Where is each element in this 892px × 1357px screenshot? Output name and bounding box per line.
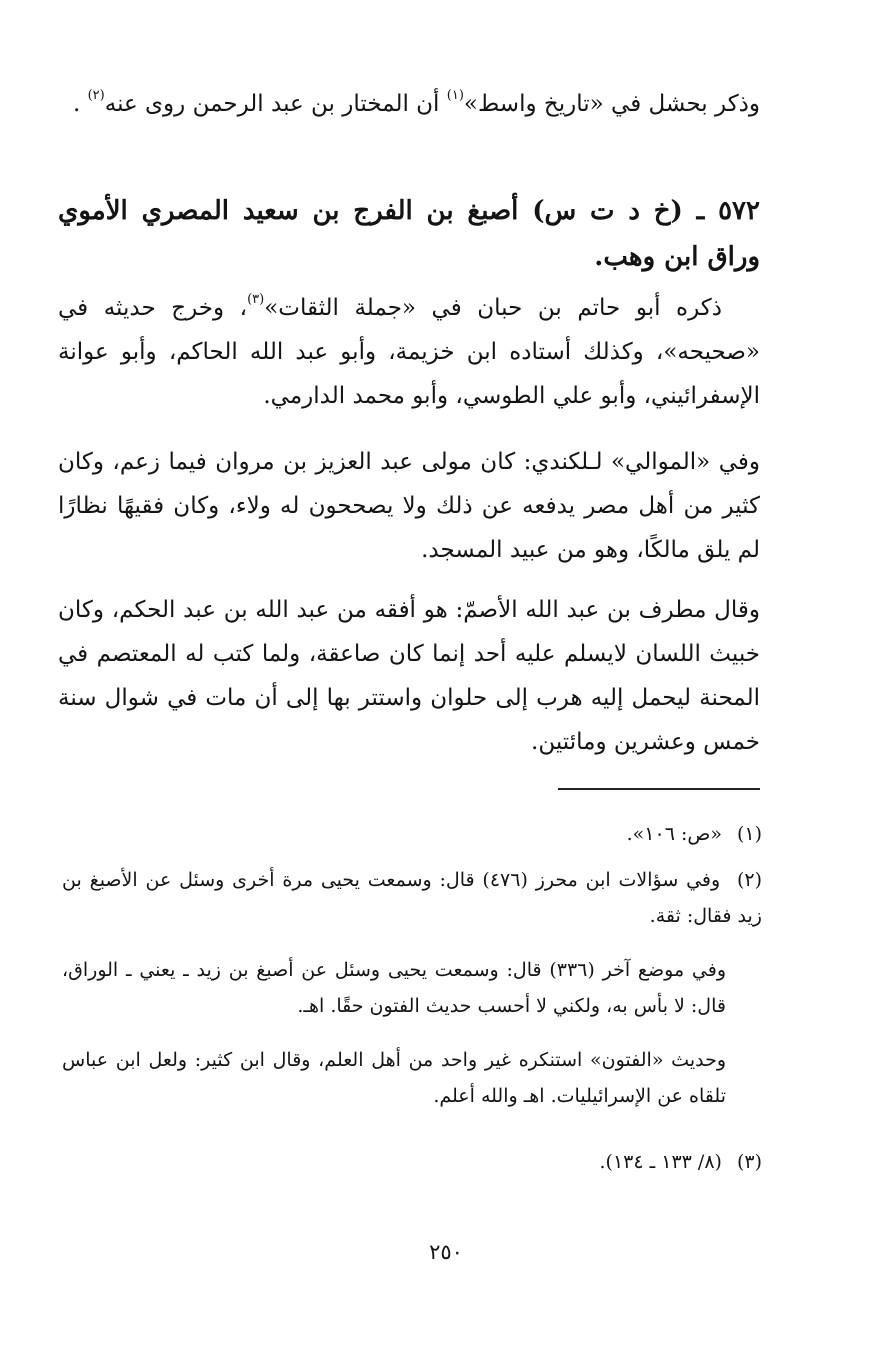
entry-paragraph-3: وقال مطرف بن عبد الله الأصمّ: هو أفقه من عبد الله بن عبد الحكم، وكان خبيث اللسان لايسلم عليه أحد إنما كان صاعقة، ولما كتب له المعتصم في المحنة ليحمل إليه هرب إلى حلوان واستتر بها إلى أن مات في شوال سنة خمس وعشرين ومائتين. bbox=[58, 597, 760, 755]
intro-text-b: أن المختار بن عبد الرحمن روى عنه bbox=[104, 91, 447, 117]
footnote-1-number: (١) bbox=[736, 823, 762, 845]
page-number: ٢٥٠ bbox=[429, 1240, 463, 1264]
footnote-3-number: (٣) bbox=[736, 1151, 762, 1173]
intro-text-a: وذكر بحشل في «تاريخ واسط» bbox=[463, 91, 760, 117]
footnote-ref-3[interactable]: (٣) bbox=[247, 292, 265, 307]
footnote-ref-2[interactable]: (٢) bbox=[87, 88, 105, 103]
footnote-3-text: (٨/ ١٣٣ ـ ١٣٤). bbox=[599, 1151, 722, 1173]
entry-paragraph-2: وفي «الموالي» لـلكندي: كان مولى عبد العزيز بن مروان فيما زعم، وكان كثير من أهل مصر يدفعه عن ذلك ولا يصححون له ولاء، وكان فقيهًا نظارًا لم يلق مالكًا، وهو من عبيد المسجد. bbox=[58, 449, 760, 563]
footnote-2-number: (٢) bbox=[736, 869, 763, 891]
footnote-1 bbox=[62, 816, 762, 852]
entry-paragraph-1 bbox=[58, 286, 760, 418]
p1-text-a: ذكره أبو حاتم بن حبان في «جملة الثقات» bbox=[264, 295, 722, 321]
footnote-2-continuation-2: وحديث «الفتون» استنكره غير واحد من أهل العلم، وقال ابن كثير: ولعل ابن عباس تلقاه عن الإسرائيليات. اهـ والله أعلم. bbox=[62, 1049, 726, 1107]
intro-end: . bbox=[72, 91, 81, 117]
footnote-2-line-1: وفي سؤالات ابن محرز (٤٧٦) قال: وسمعت يحيى مرة أخرى وسئل عن الأصبغ بن زيد فقال: ثقة. bbox=[62, 869, 762, 927]
footnote-divider bbox=[558, 788, 760, 790]
entry-heading: ٥٧٢ ـ (خ د ت س) أصبغ بن الفرج بن سعيد المصري الأموي وراق ابن وهب. bbox=[58, 196, 760, 272]
footnote-ref-1[interactable]: (١) bbox=[446, 88, 464, 103]
footnote-1-text: «ص: ١٠٦». bbox=[626, 823, 722, 845]
intro-paragraph bbox=[58, 82, 760, 126]
footnote-3 bbox=[62, 1144, 762, 1180]
footnote-2 bbox=[62, 862, 762, 934]
p1-text-b: ، وخرج حديثه في «صحيحه»، وكذلك أستاده ابن خزيمة، وأبو عبد الله الحاكم، وأبو عوانة الإسفرائيني، وأبو علي الطوسي، وأبو محمد الدارمي. bbox=[58, 295, 760, 409]
footnote-2-continuation-1: وفي موضع آخر (٣٣٦) قال: وسمعت يحيى وسئل عن أصبغ بن زيد ـ يعني ـ الوراق، قال: لا بأس به، ولكني لا أحسب حديث الفتون حقًا. اهـ. bbox=[62, 959, 726, 1017]
